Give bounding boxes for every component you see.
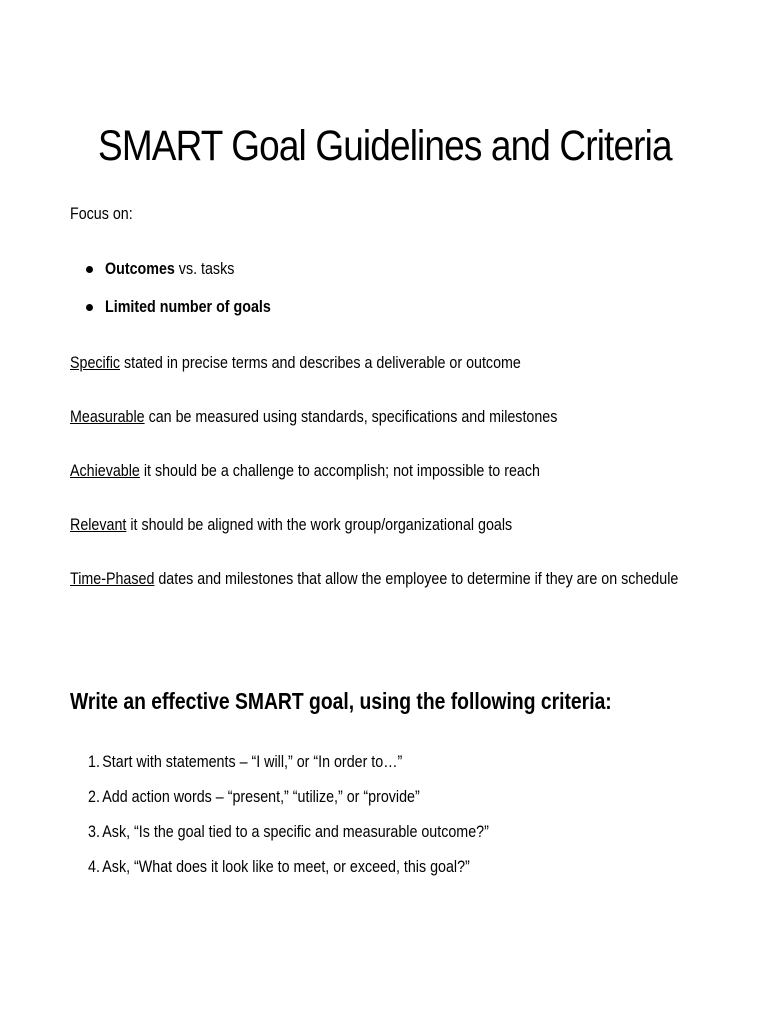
step-number: 1. bbox=[88, 752, 100, 771]
step-text: Ask, “What does it look like to meet, or exceed, this goal?” bbox=[102, 857, 470, 876]
criterion-text: dates and milestones that allow the employee to determine if they are on schedule bbox=[154, 569, 679, 588]
section-heading: Write an effective SMART goal, using the following criteria: bbox=[70, 688, 612, 714]
criterion-specific bbox=[70, 351, 521, 375]
step-number: 2. bbox=[88, 787, 100, 806]
focus-item-bold: Outcomes bbox=[105, 259, 175, 278]
criterion-achievable bbox=[70, 459, 540, 483]
step-number: 4. bbox=[88, 857, 100, 876]
bullet-icon bbox=[86, 266, 93, 273]
step-text: Ask, “Is the goal tied to a specific and measurable outcome?” bbox=[102, 822, 489, 841]
page-title: SMART Goal Guidelines and Criteria bbox=[98, 122, 672, 170]
criterion-text: stated in precise terms and describes a deliverable or outcome bbox=[120, 353, 521, 372]
criterion-measurable bbox=[70, 405, 557, 429]
criterion-term: Relevant bbox=[70, 515, 127, 534]
criterion-term: Achievable bbox=[70, 461, 140, 480]
step-number: 3. bbox=[88, 822, 100, 841]
focus-item-text: vs. tasks bbox=[174, 259, 235, 278]
step-text: Add action words – “present,” “utilize,” or “provide” bbox=[102, 787, 420, 806]
criterion-text: it should be a challenge to accomplish; not impossible to reach bbox=[139, 461, 540, 480]
step-text: Start with statements – “I will,” or “In order to…” bbox=[102, 752, 403, 771]
criterion-relevant bbox=[70, 513, 512, 537]
criterion-time-phased bbox=[70, 567, 678, 591]
focus-item-bold: Limited number of goals bbox=[105, 297, 271, 316]
criterion-text: it should be aligned with the work group/organizational goals bbox=[126, 515, 513, 534]
criterion-term: Time-Phased bbox=[70, 569, 155, 588]
criterion-term: Specific bbox=[70, 353, 121, 372]
focus-label: Focus on: bbox=[70, 204, 133, 223]
criterion-text: can be measured using standards, specifications and milestones bbox=[144, 407, 558, 426]
criterion-term: Measurable bbox=[70, 407, 145, 426]
bullet-icon bbox=[86, 304, 93, 311]
